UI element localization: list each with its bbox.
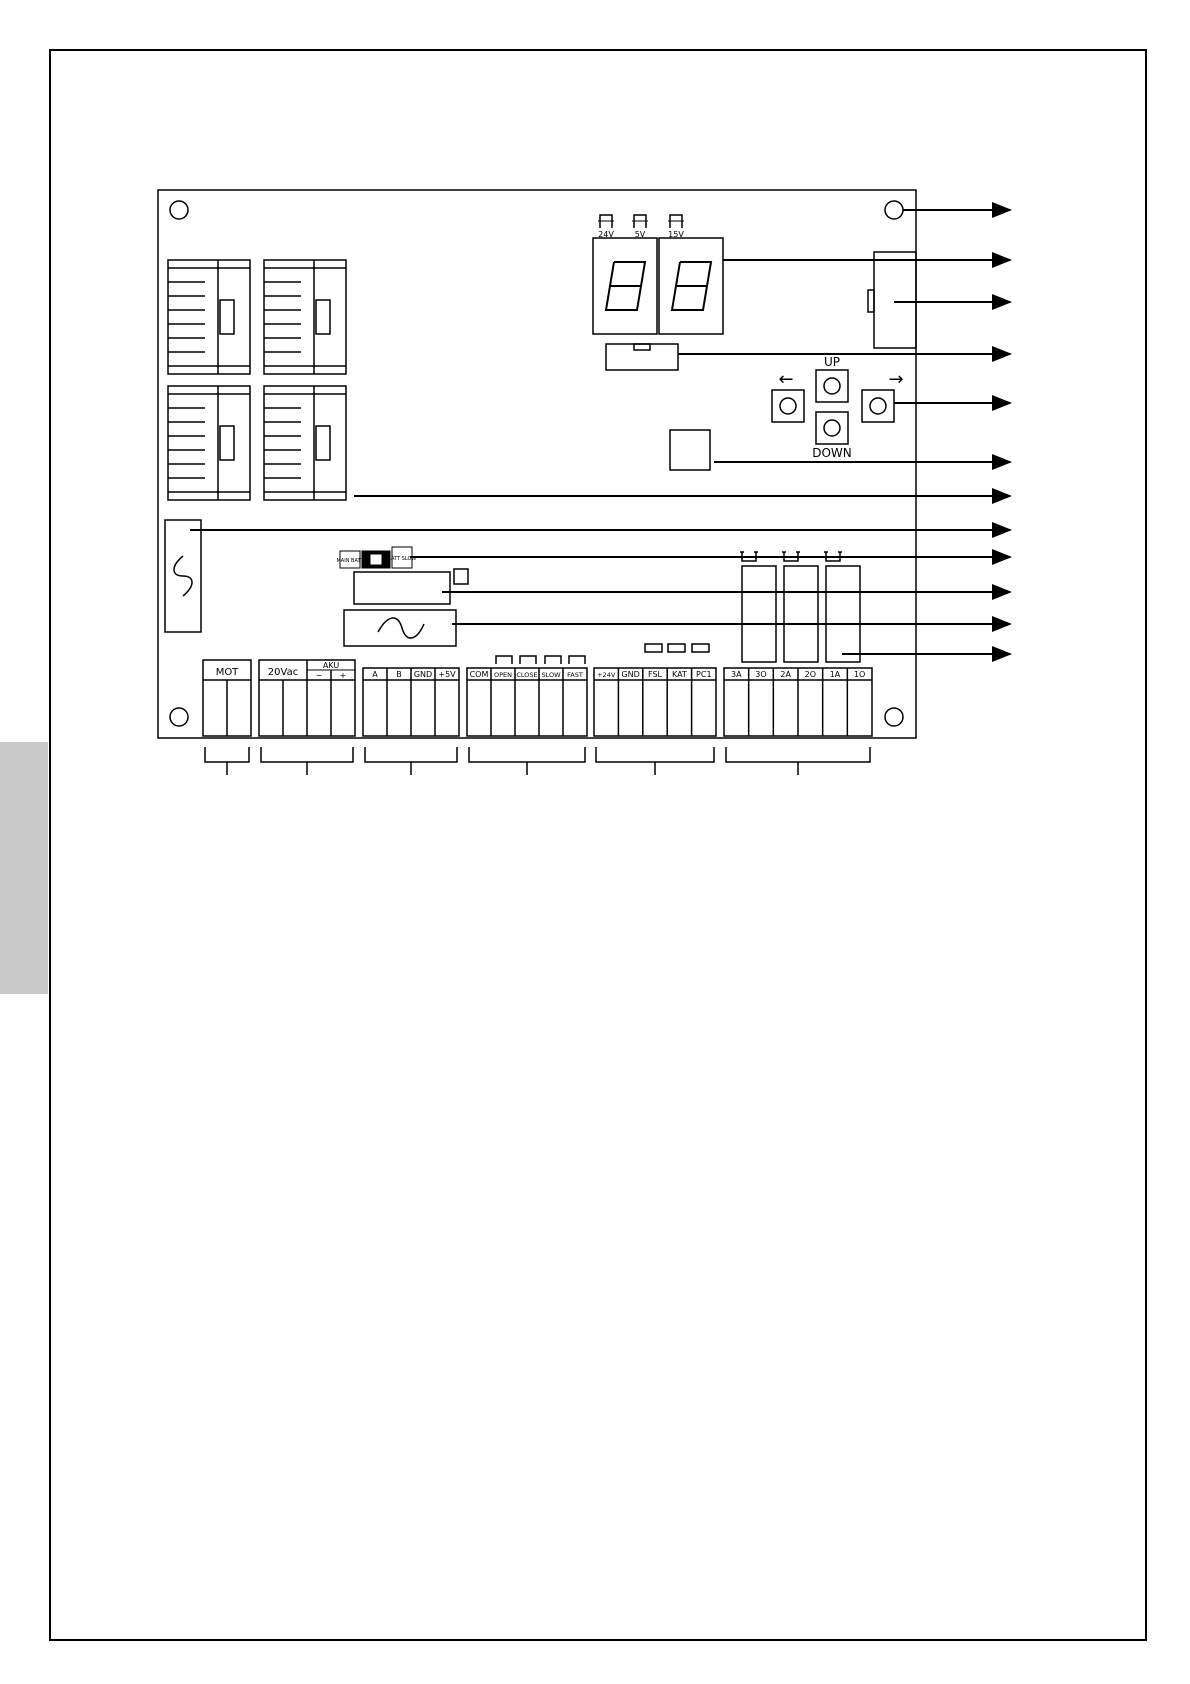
terminal-label: OPEN bbox=[493, 671, 513, 679]
terminal-label: GND bbox=[621, 670, 640, 679]
terminal-label: GND bbox=[413, 670, 433, 679]
led-24v bbox=[598, 215, 614, 239]
terminal-label: CLOSE bbox=[516, 671, 538, 679]
main-fuse bbox=[165, 520, 201, 632]
terminal-header-mot: MOT bbox=[215, 667, 239, 678]
terminal-label: SLOW bbox=[541, 671, 561, 679]
terminal-bracket-safety bbox=[596, 747, 714, 775]
terminal-label: FAST bbox=[567, 671, 583, 679]
terminal-group-power bbox=[259, 660, 355, 775]
safety-leds bbox=[645, 644, 709, 652]
terminal-label: + bbox=[339, 671, 347, 680]
battery-label-left: MAIN BATT bbox=[336, 558, 364, 564]
led-15v bbox=[668, 215, 684, 239]
terminal-label: − bbox=[315, 671, 323, 680]
terminal-label: A bbox=[372, 670, 378, 679]
terminal-label: 3A bbox=[731, 670, 742, 679]
terminal-bracket-bus bbox=[365, 747, 457, 775]
led-label-15v: 15V bbox=[668, 230, 684, 239]
terminal-label: KAT bbox=[671, 670, 687, 679]
programming-connector bbox=[606, 344, 678, 370]
terminal-blocks bbox=[203, 660, 872, 775]
battery-jumper bbox=[336, 547, 416, 568]
terminal-group-safety bbox=[594, 668, 716, 775]
small-led bbox=[454, 569, 468, 584]
terminal-subheader-aku: AKU bbox=[322, 661, 340, 670]
terminal-group-mot bbox=[203, 660, 251, 775]
battery-label-right: BATT SLOW bbox=[387, 556, 417, 562]
mounting-hole-top-left bbox=[170, 201, 188, 219]
up-button[interactable] bbox=[816, 370, 848, 402]
terminal-bracket-power bbox=[261, 747, 353, 775]
mounting-hole-bottom-left bbox=[170, 708, 188, 726]
left-arrow-icon: ← bbox=[778, 369, 794, 390]
terminal-label: 3O bbox=[755, 670, 767, 679]
seven-segment-display bbox=[593, 238, 723, 334]
terminal-group-bus bbox=[363, 668, 459, 775]
receiver-module bbox=[868, 252, 916, 348]
led-label-24v: 24V bbox=[598, 230, 614, 239]
mounting-hole-top-right bbox=[885, 201, 903, 219]
power-module-bottom-left bbox=[168, 386, 250, 500]
terminal-label: B bbox=[396, 670, 402, 679]
terminal-label: +24V bbox=[597, 671, 616, 679]
input-leds bbox=[496, 656, 585, 664]
power-module-top-left bbox=[168, 260, 250, 374]
power-module-bottom-right bbox=[264, 386, 346, 500]
callout-arrows bbox=[190, 210, 1010, 654]
terminal-bracket-inputs bbox=[469, 747, 585, 775]
mounting-hole-bottom-right bbox=[885, 708, 903, 726]
left-button[interactable] bbox=[772, 390, 804, 422]
transformer-block bbox=[354, 572, 450, 604]
led-label-5v: 5V bbox=[634, 230, 646, 239]
down-button[interactable] bbox=[816, 412, 848, 444]
terminal-group-inputs bbox=[467, 668, 587, 775]
terminal-label: COM bbox=[469, 670, 489, 679]
terminal-label: PC1 bbox=[696, 670, 712, 679]
right-arrow-icon: → bbox=[888, 369, 904, 390]
terminal-label: 2A bbox=[780, 670, 791, 679]
terminal-header-power: 20Vac bbox=[267, 667, 299, 678]
terminal-group-relays bbox=[724, 668, 872, 775]
power-module-top-right bbox=[264, 260, 346, 374]
terminal-label: FSL bbox=[648, 670, 662, 679]
up-button-label: UP bbox=[823, 355, 841, 369]
controller-chip bbox=[670, 430, 710, 470]
terminal-label: 2O bbox=[804, 670, 817, 679]
led-5v bbox=[632, 215, 648, 239]
terminal-label: +5V bbox=[438, 670, 456, 679]
secondary-fuse bbox=[344, 610, 456, 646]
down-button-label: DOWN bbox=[812, 446, 852, 460]
terminal-bracket-mot bbox=[205, 747, 249, 775]
relays bbox=[742, 566, 860, 662]
terminal-label: 1A bbox=[829, 670, 841, 679]
right-button[interactable] bbox=[862, 390, 894, 422]
terminal-label: 1O bbox=[853, 670, 866, 679]
terminal-bracket-relays bbox=[726, 747, 870, 775]
